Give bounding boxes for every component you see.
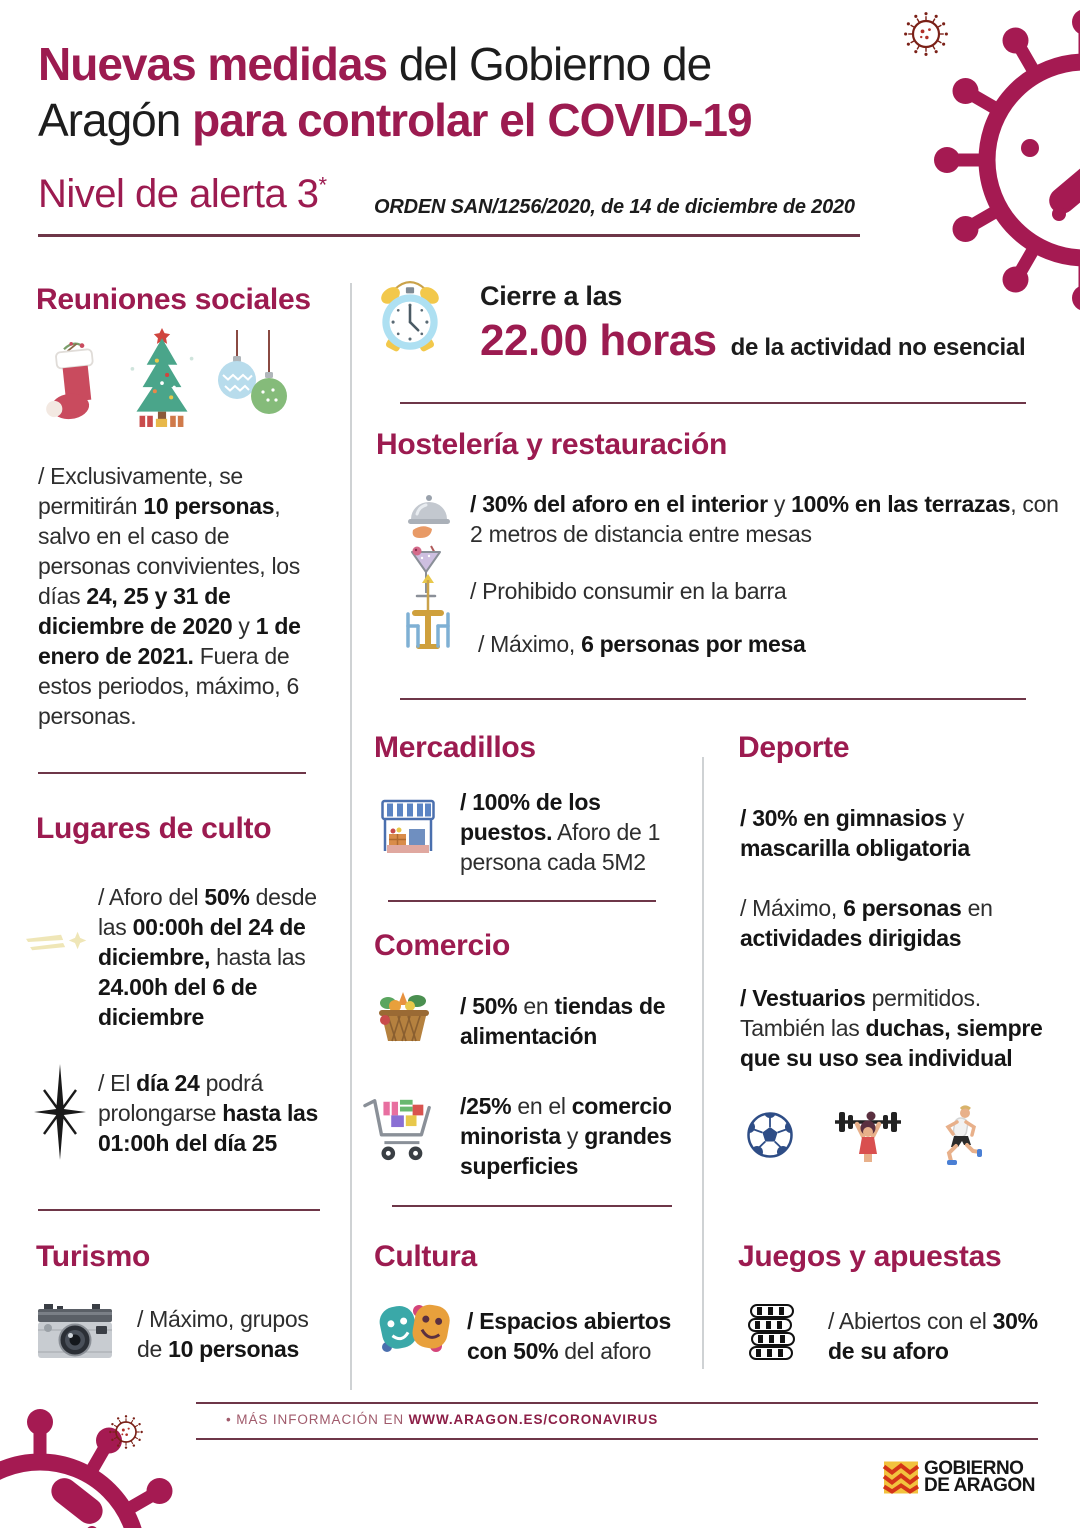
deporte-item-2-text: / Máximo, 6 personas en actividades dirigidas bbox=[740, 895, 993, 951]
christmas-tree-icon bbox=[128, 328, 196, 428]
deporte-title: Deporte bbox=[738, 731, 850, 764]
cultura-item-text: / Espacios abiertos con 50% del aforo bbox=[467, 1308, 671, 1364]
comercio-item-1-text: / 50% en tiendas de alimentación bbox=[460, 993, 666, 1049]
closure-scope: de la actividad no esencial bbox=[730, 334, 1026, 361]
culto-item-1-text: / Aforo del 50% desde las 00:00h del 24 de diciembre, hasta las 24.00h del 6 de diciembre bbox=[98, 884, 317, 1030]
poker-chips-icon bbox=[747, 1300, 795, 1362]
culto-item-2-text: / El día 24 podrá prolongarse hasta las 01:00h del día 25 bbox=[98, 1070, 319, 1156]
page-title-line-2: Aragón para controlar el COVID-19 bbox=[38, 94, 752, 146]
divider-mid-4 bbox=[392, 1205, 672, 1207]
page-title-line-1: Nuevas medidas del Gobierno de bbox=[38, 38, 712, 90]
alert-level bbox=[38, 172, 327, 217]
juegos-item-text: / Abiertos con el 30% de su aforo bbox=[828, 1308, 1038, 1364]
column-divider-right bbox=[702, 757, 704, 1369]
virus-icon-small-footer bbox=[106, 1412, 146, 1452]
weightlifter-icon bbox=[833, 1110, 903, 1168]
footer-divider-top bbox=[196, 1402, 1038, 1404]
reuniones-title: Reuniones sociales bbox=[36, 283, 311, 316]
closure-block bbox=[480, 281, 1025, 366]
comercio-title: Comercio bbox=[374, 929, 510, 962]
alert-level-text: Nivel de alerta 3 bbox=[38, 172, 319, 216]
soccer-ball-icon bbox=[746, 1111, 794, 1159]
divider-left-1 bbox=[38, 772, 306, 774]
turismo-item-text: / Máximo, grupos de 10 personas bbox=[137, 1306, 309, 1362]
theater-masks-icon bbox=[378, 1300, 454, 1356]
food-basket-icon bbox=[376, 990, 432, 1046]
hosteleria-item-3-text: / Máximo, 6 personas por mesa bbox=[478, 631, 806, 657]
turismo-title: Turismo bbox=[36, 1240, 151, 1273]
logo-line-1: GOBIERNO bbox=[924, 1458, 1024, 1479]
terrace-table-icon bbox=[402, 574, 454, 666]
order-reference: ORDEN SAN/1256/2020, de 14 de diciembre de 2020 bbox=[374, 196, 855, 218]
divider-mid-2 bbox=[400, 698, 1026, 700]
virus-icon-small bbox=[900, 8, 952, 60]
serving-cloche-icon bbox=[406, 488, 452, 546]
camera-icon bbox=[36, 1304, 114, 1360]
cultura-title: Cultura bbox=[374, 1240, 477, 1273]
aragon-flag-icon bbox=[884, 1461, 918, 1494]
logo-text bbox=[924, 1458, 1035, 1496]
deporte-item-3-text: / Vestuarios permitidos. También las duchas, siempre que su uso sea individual bbox=[740, 985, 1043, 1071]
gobierno-aragon-logo bbox=[884, 1458, 1035, 1496]
closure-intro: Cierre a las bbox=[480, 281, 622, 311]
divider-mid-3 bbox=[388, 900, 656, 902]
culto-title: Lugares de culto bbox=[36, 812, 272, 845]
mercadillos-title: Mercadillos bbox=[374, 731, 536, 764]
hosteleria-item-1-text: / 30% del aforo en el interior y 100% en las terrazas, con 2 metros de distancia entre mesas bbox=[470, 491, 1059, 547]
runner-icon bbox=[936, 1106, 982, 1168]
market-stall-icon bbox=[381, 798, 435, 856]
closure-time: 22.00 horas bbox=[480, 316, 717, 365]
sparkle-star-icon bbox=[34, 1064, 86, 1160]
footer-info-url: WWW.ARAGON.ES/CORONAVIRUS bbox=[408, 1412, 659, 1427]
deporte-item-1-text: / 30% en gimnasios y mascarilla obligatoria bbox=[740, 805, 970, 861]
christmas-stocking-icon bbox=[46, 336, 100, 430]
alarm-clock-icon bbox=[378, 277, 442, 361]
header-divider bbox=[38, 234, 860, 237]
footer-info-prefix: MÁS INFORMACIÓN EN bbox=[236, 1412, 409, 1427]
column-divider-left bbox=[350, 283, 352, 1390]
alert-footnote-mark: * bbox=[318, 172, 327, 198]
hosteleria-title: Hostelería y restauración bbox=[376, 428, 727, 461]
shopping-cart-icon bbox=[363, 1091, 435, 1167]
juegos-title: Juegos y apuestas bbox=[738, 1240, 1002, 1273]
footer-info bbox=[226, 1412, 658, 1427]
page-title bbox=[38, 36, 752, 148]
reuniones-body: / Exclusivamente, se permitirán 10 personas, salvo en el caso de personas convivientes, los días 24, 25 y 31 de diciembre de 2020 y 1 de enero de 2021. Fuera de estos periodos, máximo, 6 personas. bbox=[38, 463, 301, 729]
footer-bullet: • bbox=[226, 1412, 232, 1427]
shooting-star-icon bbox=[26, 930, 92, 954]
hosteleria-item-2-text: / Prohibido consumir en la barra bbox=[470, 578, 787, 604]
virus-icon-large-footer bbox=[0, 1400, 200, 1528]
logo-line-2: DE ARAGON bbox=[924, 1474, 1035, 1496]
mercadillos-item-text: / 100% de los puestos. Aforo de 1 persona cada 5M2 bbox=[460, 789, 661, 875]
comercio-item-2-text: /25% en el comercio minorista y grandes superficies bbox=[460, 1093, 672, 1179]
baubles-icon bbox=[220, 330, 288, 416]
divider-mid-1 bbox=[400, 402, 1026, 404]
divider-left-2 bbox=[38, 1209, 320, 1211]
footer-divider-bottom bbox=[196, 1438, 1038, 1440]
